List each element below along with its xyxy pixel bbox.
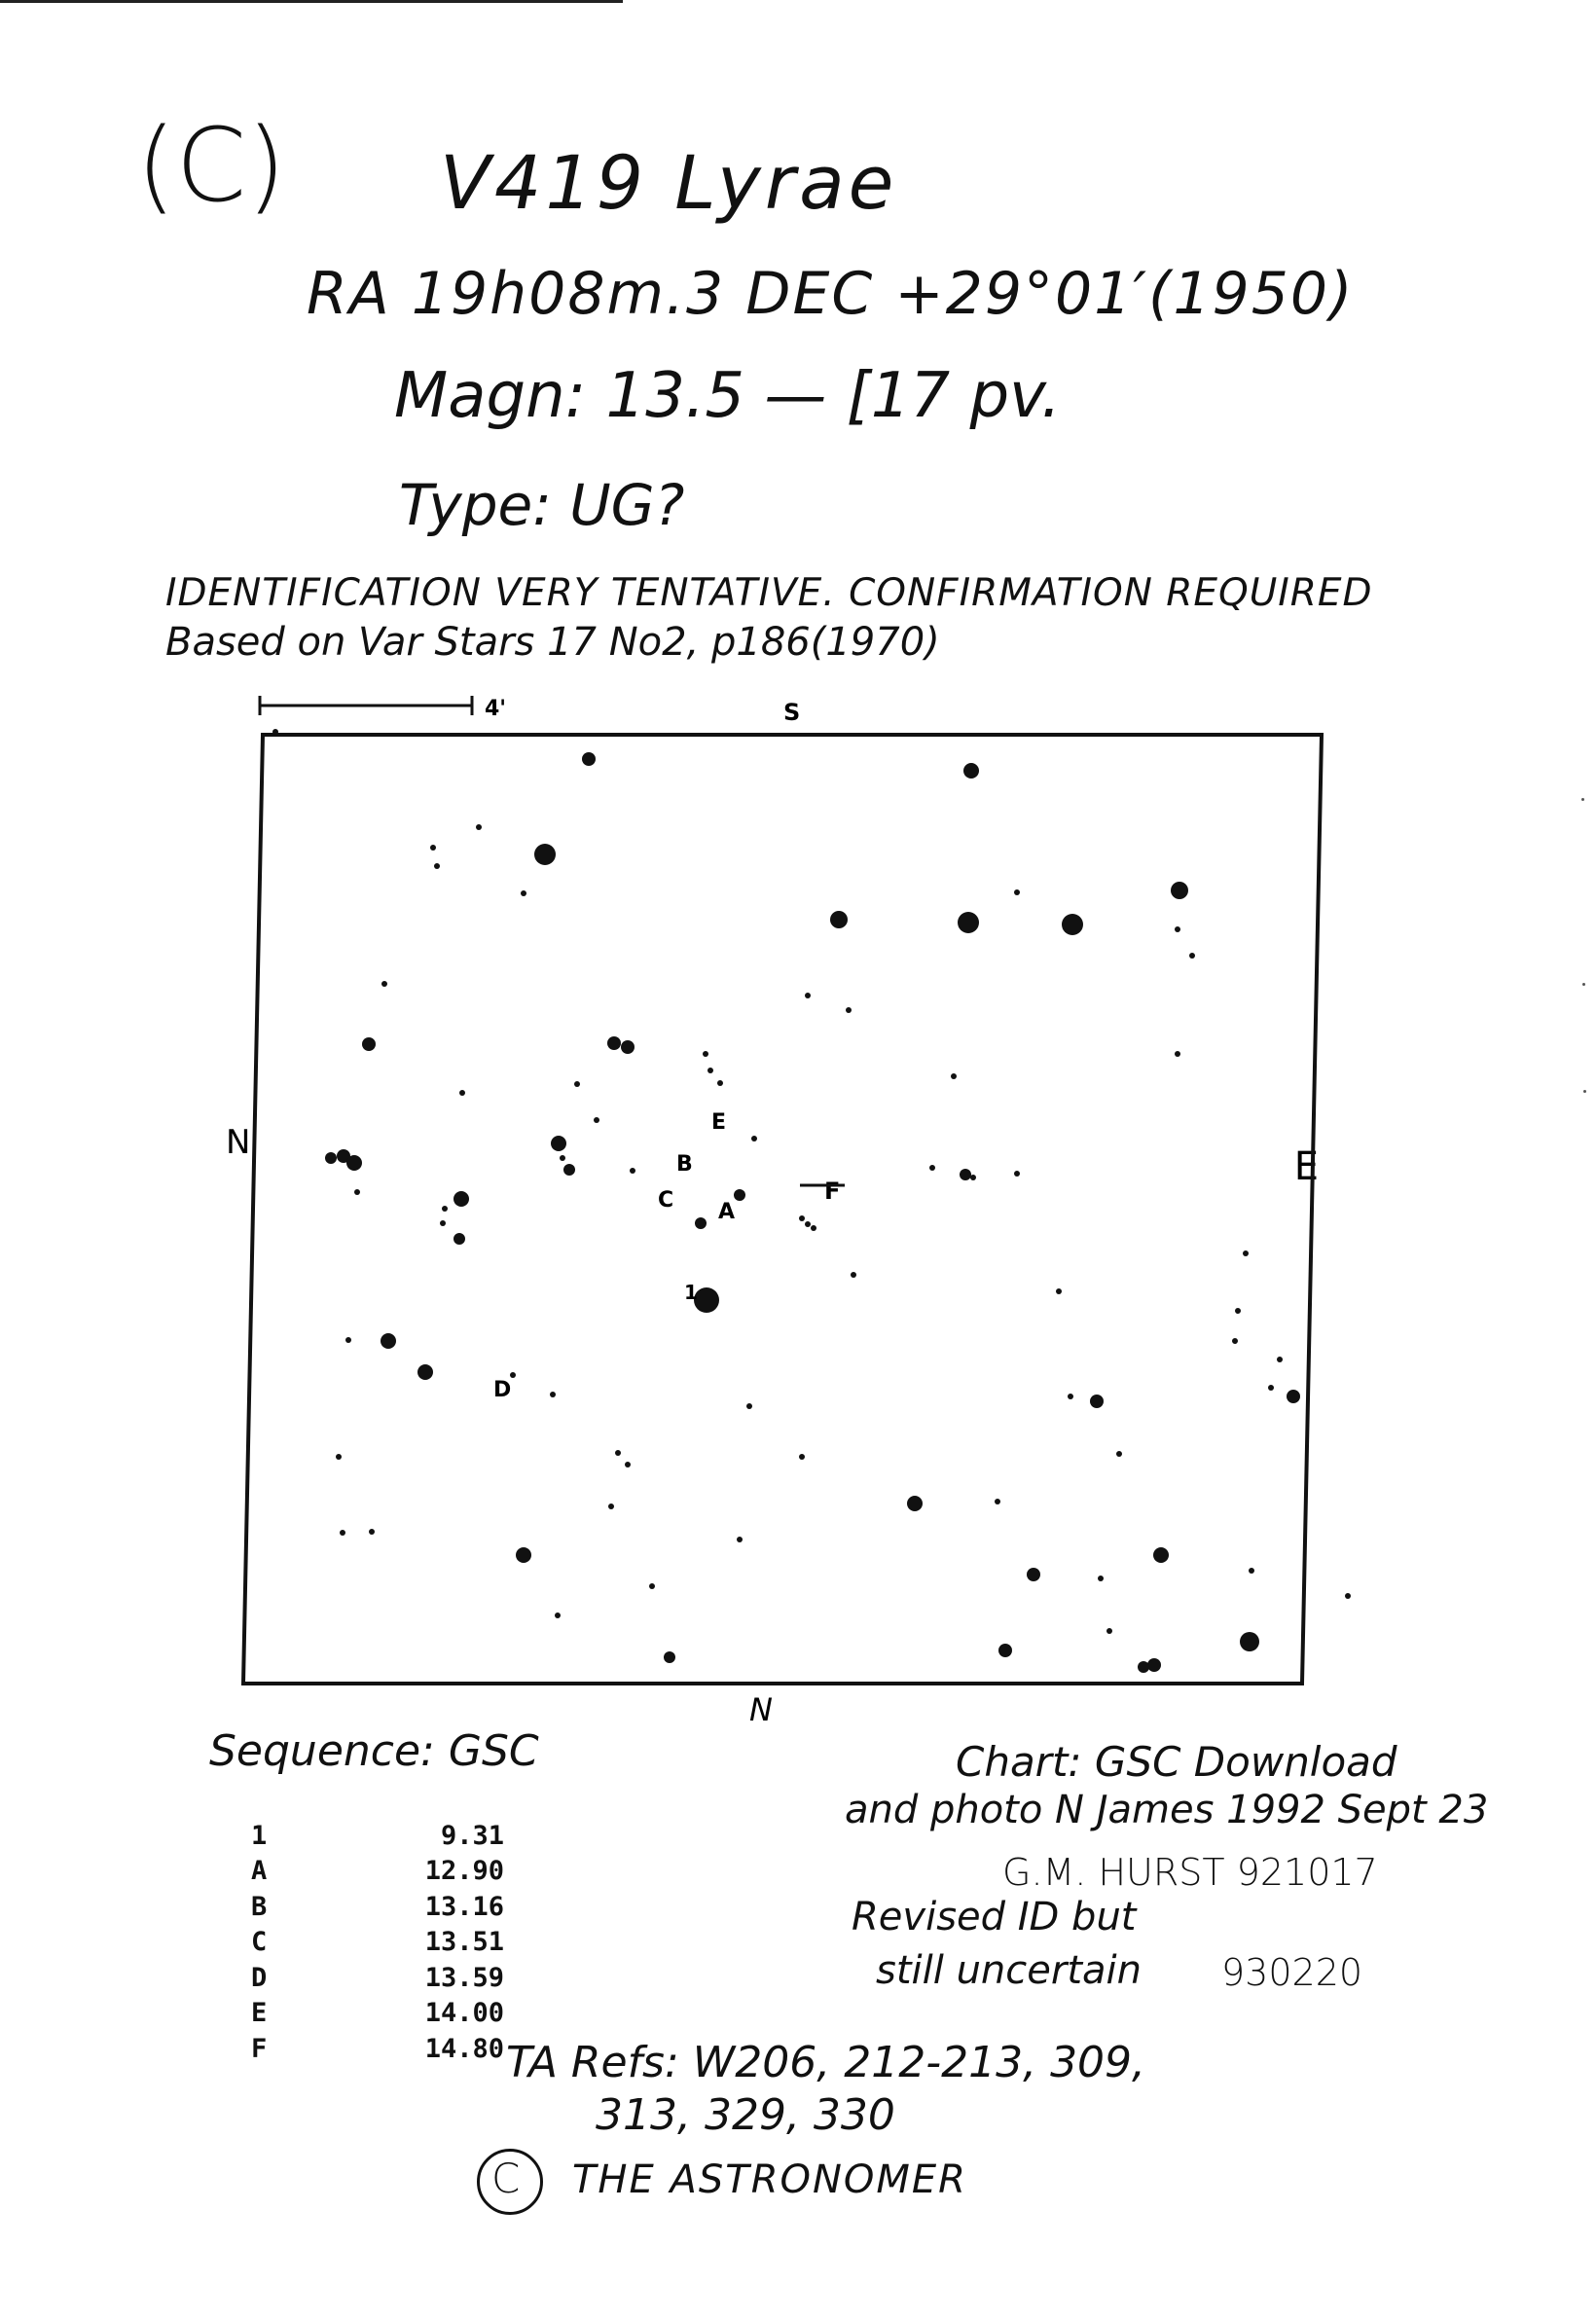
star-point (970, 1175, 976, 1180)
star-label-e: E (711, 1110, 727, 1135)
revision-date: 930220 (1221, 1951, 1363, 1994)
coordinates-line: RA 19h08m.3 DEC +29°01′(1950) (307, 260, 1355, 328)
sequence-magnitude: 14.80 (424, 2033, 504, 2064)
direction-bottom: N (749, 1691, 773, 1728)
star-field (272, 729, 1351, 1673)
star-point (929, 1165, 935, 1171)
sequence-id: A (251, 1856, 268, 1887)
star-point (1153, 1547, 1169, 1563)
sequence-row (251, 1818, 504, 1854)
variable-type: Type: UG? (399, 472, 685, 538)
sequence-id: E (251, 1998, 268, 2029)
star-point (907, 1496, 923, 1511)
star-point (958, 912, 979, 933)
star-label-a: A (718, 1200, 736, 1224)
star-point (381, 981, 387, 987)
star-point (951, 1073, 957, 1079)
star-point (440, 1220, 446, 1226)
star-point (625, 1462, 631, 1467)
star-point (430, 845, 436, 851)
sequence-row (251, 1925, 504, 1961)
star-point (805, 1221, 811, 1227)
star-point (1090, 1395, 1104, 1408)
star-point (516, 1547, 531, 1563)
star-label-c: C (658, 1188, 674, 1213)
star-point (1171, 882, 1188, 899)
sequence-heading: Sequence: GSC (209, 1726, 539, 1776)
star-point (1277, 1357, 1283, 1362)
star-point (717, 1080, 723, 1086)
finder-chart (226, 691, 1324, 1742)
star-point (799, 1454, 805, 1460)
star-point (1189, 953, 1195, 959)
star-point (1147, 1658, 1161, 1672)
sequence-row (251, 2031, 504, 2067)
scale-bar (260, 696, 506, 721)
star-point (453, 1191, 469, 1207)
star-point (998, 1644, 1012, 1657)
direction-top: S (783, 699, 801, 726)
ta-references-line1: TA Refs: W206, 212-213, 309, (506, 2038, 1146, 2087)
scan-speck (1583, 1090, 1586, 1093)
star-point (1175, 926, 1180, 932)
magnitude-range: Magn: 13.5 — [17 pv. (394, 360, 1062, 432)
page-title: V419 Lyrae (440, 139, 898, 226)
star-point (1138, 1661, 1149, 1673)
sequence-magnitude: 12.90 (424, 1856, 504, 1887)
star-point (851, 1272, 856, 1278)
field-frame (243, 735, 1322, 1684)
star-point (830, 911, 848, 928)
star-point (1235, 1308, 1241, 1314)
star-point (594, 1117, 599, 1123)
star-point (345, 1337, 351, 1343)
star-point (1106, 1628, 1112, 1634)
scan-speck (1581, 798, 1584, 801)
star-point (1062, 914, 1083, 935)
sequence-id: F (251, 2033, 268, 2064)
star-point (1056, 1288, 1062, 1294)
star-point (608, 1504, 614, 1509)
sequence-magnitude: 9.31 (440, 1820, 504, 1851)
star-point (805, 993, 811, 998)
sequence-id: 1 (251, 1820, 268, 1851)
star-point (550, 1392, 556, 1397)
star-point (340, 1530, 345, 1536)
identification-note: IDENTIFICATION VERY TENTATIVE. CONFIRMATION REQUIRED (165, 571, 1373, 615)
star-point (707, 1068, 713, 1073)
star-point (555, 1612, 561, 1618)
star-point (846, 1007, 852, 1013)
star-point (1268, 1385, 1274, 1391)
sequence-table (251, 1818, 504, 2067)
sequence-row (251, 1996, 504, 2032)
author-credit: G.M. HURST 921017 (1002, 1851, 1378, 1894)
star-point (346, 1155, 362, 1171)
star-point (563, 1164, 575, 1176)
star-point (649, 1583, 655, 1589)
star-point (476, 824, 482, 830)
star-point (582, 752, 596, 766)
star-point (811, 1225, 816, 1231)
star-point (1287, 1390, 1300, 1403)
sequence-row (251, 1854, 504, 1890)
star-point (325, 1152, 337, 1164)
copyright-symbol: C (491, 2155, 521, 2202)
star-point (381, 1333, 396, 1349)
star-point (521, 890, 526, 896)
star-point (664, 1651, 675, 1663)
ta-references-line2: 313, 329, 330 (596, 2090, 895, 2140)
star-point (1243, 1250, 1249, 1256)
star-point (417, 1364, 433, 1380)
star-point (615, 1450, 621, 1456)
star-point (1240, 1632, 1259, 1651)
star-label-f: F (824, 1178, 841, 1205)
direction-left: N (226, 1123, 251, 1162)
sequence-magnitude: 13.51 (424, 1927, 504, 1958)
star-point (534, 844, 556, 865)
star-point (746, 1403, 752, 1409)
star-label-b: B (676, 1152, 693, 1177)
sequence-magnitude: 13.59 (424, 1962, 504, 1993)
star-point (1098, 1576, 1104, 1581)
sequence-row (251, 1889, 504, 1925)
star-point (799, 1215, 805, 1221)
star-point (1249, 1568, 1254, 1574)
star-point (1232, 1338, 1238, 1344)
direction-right: E (1293, 1144, 1319, 1189)
star-point (453, 1233, 465, 1245)
star-point (607, 1036, 621, 1050)
top-border-line (0, 0, 623, 3)
star-point (751, 1136, 757, 1141)
star-point (362, 1037, 376, 1051)
star-point (551, 1136, 566, 1151)
star-point (434, 863, 440, 869)
star-point (560, 1155, 565, 1161)
scale-label: 4' (485, 697, 507, 721)
sequence-magnitude: 14.00 (424, 1998, 504, 2029)
chart-credit: Chart: GSC Download (956, 1738, 1397, 1786)
star-point (1014, 889, 1020, 895)
star-point (621, 1040, 635, 1054)
sequence-id: C (251, 1927, 268, 1958)
sequence-id: B (251, 1891, 268, 1922)
star-point (272, 729, 278, 735)
reference-note: Based on Var Stars 17 No2, p186(1970) (165, 620, 940, 665)
star-point (1027, 1568, 1040, 1581)
star-point (442, 1206, 448, 1212)
star-point (574, 1081, 580, 1087)
sequence-magnitude: 13.16 (424, 1891, 504, 1922)
star-point (995, 1499, 1000, 1504)
star-point (695, 1217, 707, 1229)
star-point (630, 1168, 635, 1174)
star-point (960, 1169, 971, 1180)
star-point (369, 1529, 375, 1535)
sequence-id: D (251, 1962, 268, 1993)
sequence-row (251, 1960, 504, 1996)
star-point (1175, 1051, 1180, 1057)
star-point (1068, 1394, 1073, 1399)
scan-speck (1582, 983, 1585, 986)
star-point (354, 1189, 360, 1195)
copyright-holder: THE ASTRONOMER (572, 2157, 967, 2202)
star-point (963, 763, 979, 779)
photo-credit: and photo N James 1992 Sept 23 (845, 1788, 1489, 1832)
star-point (734, 1189, 745, 1201)
star-point (1345, 1593, 1351, 1599)
star-point (459, 1090, 465, 1096)
star-point (1116, 1451, 1122, 1457)
star-point (737, 1537, 743, 1542)
revision-note-line1: Revised ID but (852, 1895, 1137, 1939)
star-point (703, 1051, 708, 1057)
revision-note-line2: still uncertain (876, 1948, 1142, 1993)
chart-letter-label: (C) (136, 106, 286, 225)
star-point (1014, 1171, 1020, 1177)
star-label-d: D (493, 1378, 512, 1402)
star-label-1: 1 (684, 1281, 698, 1304)
star-point (336, 1454, 342, 1460)
